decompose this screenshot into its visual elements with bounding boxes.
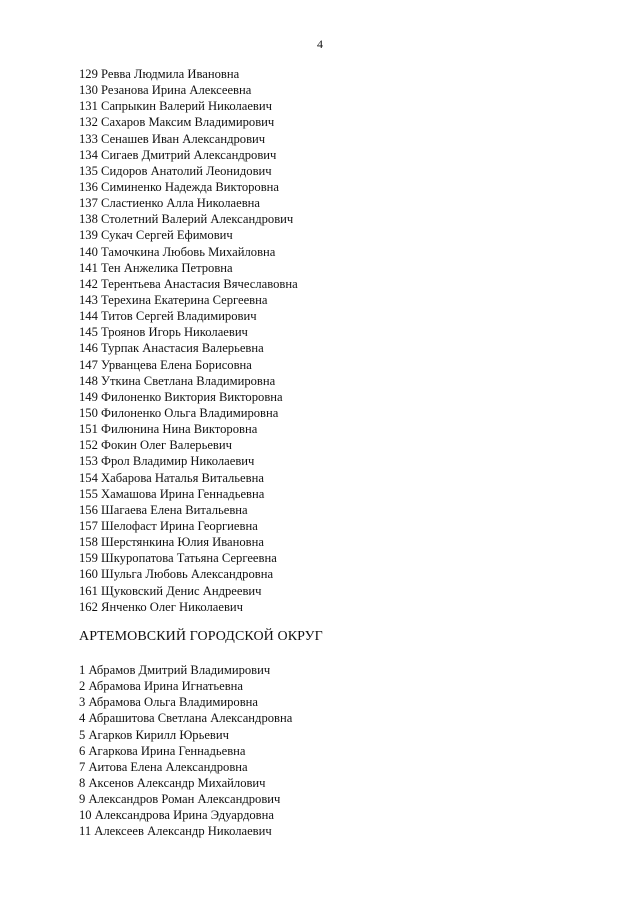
list-item: 144 Титов Сергей Владимирович: [79, 309, 257, 324]
list-item: 137 Сластиенко Алла Николаевна: [79, 196, 260, 211]
list-item: 4 Абрашитова Светлана Александровна: [79, 711, 293, 726]
list-item: 152 Фокин Олег Валерьевич: [79, 438, 232, 453]
list-item: 140 Тамочкина Любовь Михайловна: [79, 244, 276, 259]
list-item: 158 Шерстянкина Юлия Ивановна: [79, 535, 264, 550]
name-list-continued: [79, 66, 298, 615]
list-item: 162 Янченко Олег Николаевич: [79, 599, 243, 614]
list-item: 157 Шелофаст Ирина Георгиевна: [79, 518, 258, 533]
name-list-artemovsky: [79, 662, 292, 840]
list-item: 146 Турпак Анастасия Валерьевна: [79, 341, 264, 356]
list-item: 130 Резанова Ирина Алексеевна: [79, 83, 252, 98]
list-item: 154 Хабарова Наталья Витальевна: [79, 470, 264, 485]
list-item: 129 Ревва Людмила Ивановна: [79, 67, 240, 81]
list-item: 141 Тен Анжелика Петровна: [79, 260, 233, 275]
list-item: 1 Абрамов Дмитрий Владимирович: [79, 663, 271, 677]
list-item: 7 Аитова Елена Александровна: [79, 759, 248, 774]
list-item: 150 Филоненко Ольга Владимировна: [79, 405, 279, 420]
list-item: 161 Щуковский Денис Андреевич: [79, 583, 262, 598]
list-item: 3 Абрамова Ольга Владимировна: [79, 695, 259, 710]
list-item: 151 Филюнина Нина Викторовна: [79, 422, 258, 437]
list-item: 143 Терехина Екатерина Сергеевна: [79, 292, 268, 307]
list-item: 135 Сидоров Анатолий Леонидович: [79, 163, 272, 178]
list-item: 142 Терентьева Анастасия Вячеславовна: [79, 276, 298, 291]
list-item: 11 Алексеев Александр Николаевич: [79, 824, 272, 839]
list-item: 5 Агарков Кирилл Юрьевич: [79, 727, 229, 742]
list-item: 6 Агаркова Ирина Геннадьевна: [79, 743, 246, 758]
list-item: 8 Аксенов Александр Михайлович: [79, 775, 266, 790]
list-item: 155 Хамашова Ирина Геннадьевна: [79, 486, 265, 501]
section-heading: АРТЕМОВСКИЙ ГОРОДСКОЙ ОКРУГ: [79, 629, 323, 644]
list-item: 159 Шкуропатова Татьяна Сергеевна: [79, 551, 277, 566]
list-item: 139 Сукач Сергей Ефимович: [79, 228, 233, 243]
list-item: 145 Троянов Игорь Николаевич: [79, 325, 248, 340]
list-item: 131 Сапрыкин Валерий Николаевич: [79, 99, 272, 114]
list-item: 149 Филоненко Виктория Викторовна: [79, 389, 283, 404]
list-item: 153 Фрол Владимир Николаевич: [79, 454, 255, 469]
list-item: 9 Александров Роман Александрович: [79, 792, 281, 807]
list-item: 10 Александрова Ирина Эдуардовна: [79, 808, 274, 823]
list-item: 134 Сигаев Дмитрий Александрович: [79, 147, 277, 162]
list-item: 156 Шагаева Елена Витальевна: [79, 502, 248, 517]
list-item: 138 Столетний Валерий Александрович: [79, 212, 294, 227]
list-item: 2 Абрамова Ирина Игнатьевна: [79, 679, 243, 694]
list-item: 136 Симиненко Надежда Викторовна: [79, 179, 280, 194]
list-item: 148 Уткина Светлана Владимировна: [79, 373, 276, 388]
list-item: 133 Сенашев Иван Александрович: [79, 131, 266, 146]
list-item: 160 Шульга Любовь Александровна: [79, 567, 274, 582]
page-number: 4: [317, 37, 323, 51]
list-item: 132 Сахаров Максим Владимирович: [79, 115, 275, 130]
list-item: 147 Урванцева Елена Борисовна: [79, 357, 252, 372]
